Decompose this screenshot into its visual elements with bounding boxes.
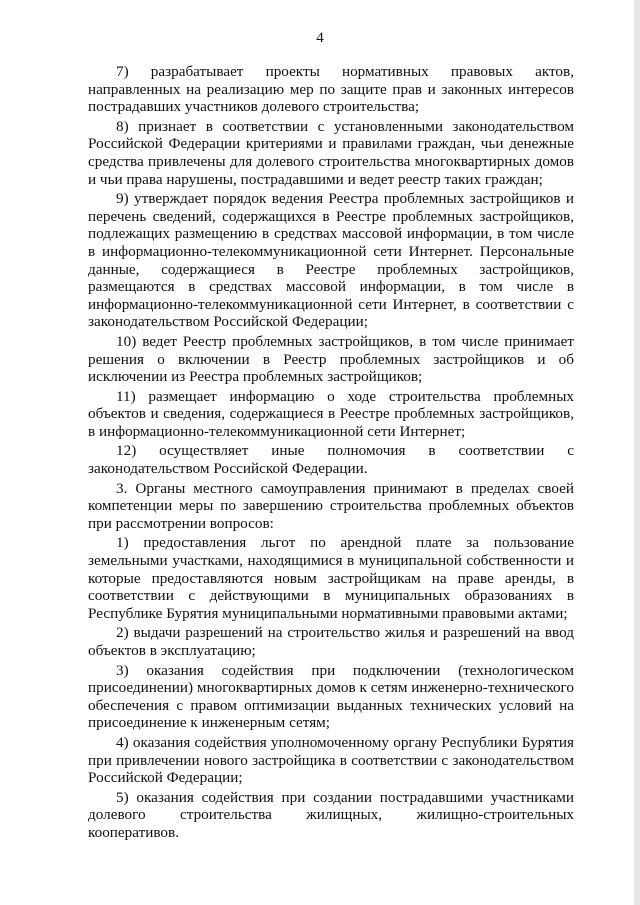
paragraph-item-7: 7) разрабатывает проекты нормативных правовых актов, направленных на реализацию мер по защите прав и законных интересов пострадавших участников долевого строительства; [88,63,574,116]
paragraph-subitem-5: 5) оказания содействия при создании пострадавшими участниками долевого строительства жилищных, жилищно-строительных кооперативов. [88,788,574,841]
paragraph-subitem-2: 2) выдачи разрешений на строительство жилья и разрешений на ввод объектов в эксплуатацию; [88,624,574,659]
paragraph-item-8: 8) признает в соответствии с установленными законодательством Российской Федерации критериями и правилами граждан, чьи денежные средства привлечены для долевого строительства многоквартирных домов и чьи права нарушены, пострадавшими и ведет реестр таких граждан; [88,117,574,188]
page-edge-shadow [634,0,640,905]
page-number: 4 [316,30,324,46]
paragraph-subitem-3: 3) оказания содействия при подключении (технологическом присоединении) многоквартирных домов к сетям инженерно-технического обеспечения с правом оптимизации выданных технических условий на присоединение к инженерным сетям; [88,661,574,732]
paragraph-subitem-4: 4) оказания содействия уполномоченному органу Республики Бурятия при привлечении нового застройщика в соответствии с законодательством Российской Федерации; [88,733,574,787]
document-body [88,63,574,844]
paragraph-item-12: 12) осуществляет иные полномочия в соответствии с законодательством Российской Федерации. [88,442,574,478]
paragraph-item-10: 10) ведет Реестр проблемных застройщиков, в том числе принимает решения о включении в Реестр проблемных застройщиков и об исключении из Реестра проблемных застройщиков; [88,332,574,386]
paragraph-subitem-1: 1) предоставления льгот по арендной плате за пользование земельными участками, находящимися в муниципальной собственности и которые предоставляются новым застройщикам на праве аренды, в соответствии с действующими в муниципальных образованиях в Республике Бурятия муниципальными нормативными правовыми актами; [88,534,574,622]
paragraph-item-9: 9) утверждает порядок ведения Реестра проблемных застройщиков и перечень сведений, содержащихся в Реестре проблемных застройщиков, подлежащих размещению в средствах массовой информации, в том числе в информационно-телекоммуникационной сети Интернет. Персональные данные, содержащиеся в Реестре проблемных застройщиков, размещаются в средствах массовой информации, в том числе в информационно-телекоммуникационной сети Интернет, в соответствии с законодательством Российской Федерации; [88,190,574,331]
paragraph-section-3: 3. Органы местного самоуправления принимают в пределах своей компетенции меры по завершению строительства проблемных объектов при рассмотрении вопросов: [88,479,574,532]
paragraph-item-11: 11) размещает информацию о ходе строительства проблемных объектов и сведения, содержащиеся в Реестре проблемных застройщиков, в информационно-телекоммуникационной сети Интернет; [88,387,574,440]
